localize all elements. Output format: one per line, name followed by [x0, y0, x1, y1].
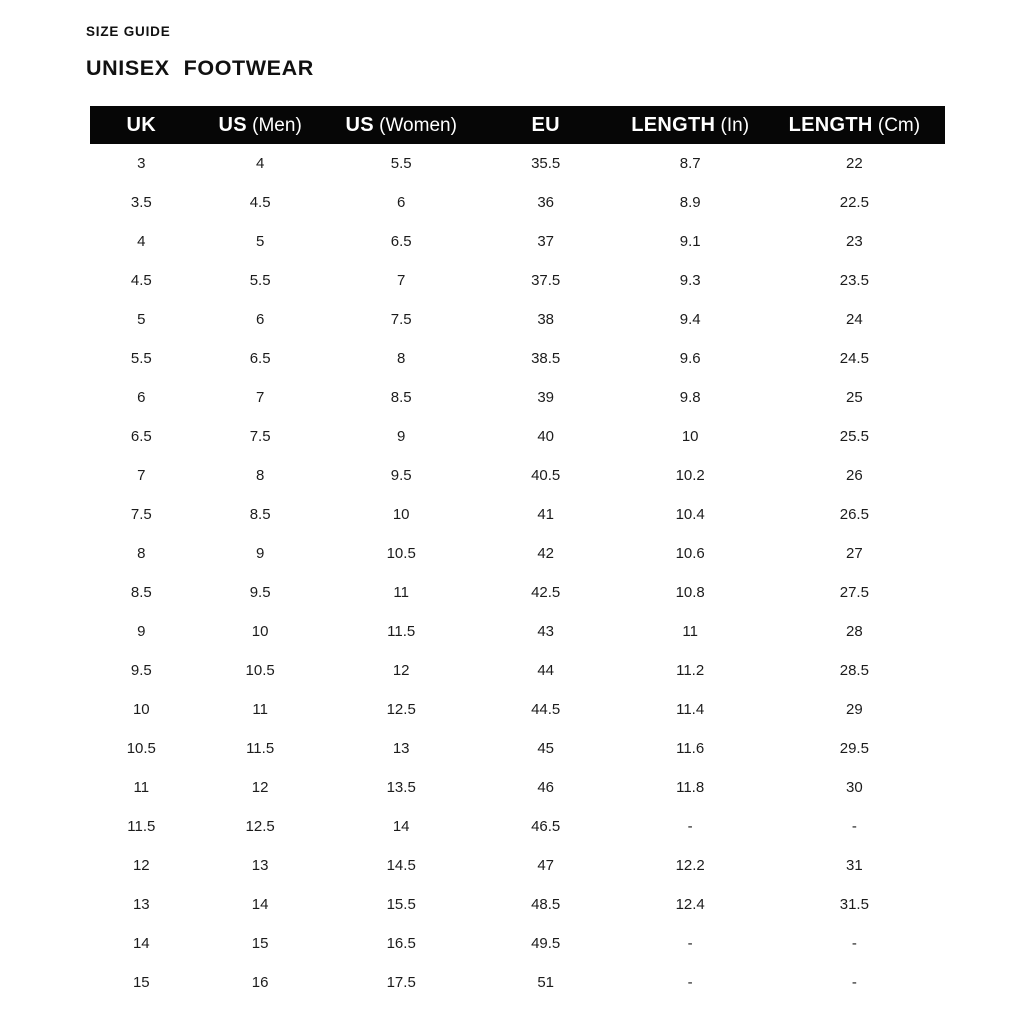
page-title-word-1: UNISEX: [86, 56, 170, 80]
table-row: [90, 534, 945, 573]
size-cell-length-in: 10.4: [675, 506, 705, 523]
size-cell-length-in: 11: [682, 623, 698, 640]
size-cell-uk: 11: [133, 779, 150, 796]
size-cell-eu: 41: [537, 506, 555, 523]
size-cell-eu: 47: [537, 857, 555, 874]
size-cell-length-cm: 24.5: [839, 350, 869, 367]
size-cell-us-women: 16.5: [386, 935, 416, 952]
size-cell-us-women: 15.5: [386, 896, 416, 913]
size-cell-uk: 3: [137, 155, 146, 172]
table-row: [90, 222, 945, 261]
size-cell-uk: 15: [132, 974, 150, 991]
size-cell-length-in: 9.6: [679, 350, 701, 367]
size-cell-length-in: 8.9: [679, 194, 701, 211]
size-cell-eu: 51: [537, 974, 555, 991]
size-cell-us-men: 14: [251, 896, 269, 913]
size-cell-uk: 4: [137, 233, 146, 250]
size-cell-us-men: 7: [255, 389, 265, 406]
size-cell-length-in: 12.2: [675, 857, 705, 874]
size-cell-eu: 44.5: [531, 701, 561, 718]
table-row: [90, 339, 945, 378]
size-cell-length-cm: 31: [846, 857, 863, 874]
size-cell-us-men: 9.5: [249, 584, 271, 601]
size-cell-us-women: 7.5: [390, 311, 412, 328]
size-cell-uk: 5: [137, 311, 146, 328]
column-header-light-text: (Men): [246, 114, 302, 136]
size-cell-length-cm: -: [851, 818, 857, 835]
table-row: [90, 612, 945, 651]
size-cell-eu: 45: [537, 740, 555, 757]
size-cell-length-cm: 29.5: [839, 740, 869, 757]
size-cell-us-women: 13.5: [386, 779, 416, 796]
size-cell-length-cm: 29: [846, 701, 863, 718]
size-cell-us-men: 12: [251, 779, 269, 796]
column-header-bold-text: US: [345, 113, 374, 136]
size-cell-uk: 10.5: [126, 740, 156, 757]
size-cell-length-cm: 28.5: [839, 662, 869, 679]
size-cell-length-in: 10.6: [675, 545, 705, 562]
table-row: [90, 456, 945, 495]
size-cell-length-cm: 30: [846, 779, 863, 796]
size-cell-eu: 42.5: [531, 584, 561, 601]
size-cell-length-cm: -: [851, 935, 857, 952]
size-cell-us-women: 8.5: [390, 389, 412, 406]
size-cell-us-women: 10: [392, 506, 410, 523]
size-cell-eu: 35.5: [531, 155, 561, 172]
size-cell-us-men: 16: [251, 974, 269, 991]
size-table: [90, 106, 945, 1002]
size-cell-length-in: 10.8: [675, 584, 705, 601]
size-cell-us-women: 9: [397, 428, 406, 445]
column-header-length-in: [617, 106, 764, 144]
size-cell-us-men: 5: [255, 233, 265, 250]
table-row: [90, 144, 945, 183]
size-cell-uk: 8: [137, 545, 146, 562]
size-cell-length-in: -: [687, 974, 693, 991]
size-cell-uk: 11.5: [127, 818, 156, 835]
size-cell-length-in: 12.4: [675, 896, 705, 913]
size-cell-us-men: 10.5: [245, 662, 275, 679]
size-cell-length-cm: 23: [846, 233, 863, 250]
size-cell-uk: 7: [137, 467, 146, 484]
table-row: [90, 807, 945, 846]
size-cell-uk: 4.5: [130, 272, 152, 289]
size-cell-length-in: 10: [681, 428, 699, 445]
column-header-light-text: (In): [715, 114, 750, 136]
column-header-us-men: [193, 106, 328, 144]
column-header-eu: [475, 106, 617, 144]
size-cell-eu: 39: [537, 389, 555, 406]
column-header-bold-text: UK: [126, 113, 157, 136]
size-cell-length-in: 11.4: [676, 701, 705, 718]
header-block: [0, 24, 1024, 81]
size-cell-uk: 8.5: [130, 584, 152, 601]
size-cell-eu: 46.5: [531, 818, 561, 835]
size-cell-uk: 9.5: [130, 662, 152, 679]
size-cell-us-men: 15: [251, 935, 269, 952]
size-cell-us-men: 4.5: [249, 194, 271, 211]
size-cell-us-men: 5.5: [249, 272, 271, 289]
size-cell-uk: 3.5: [130, 194, 152, 211]
table-row: [90, 963, 945, 1002]
size-cell-length-cm: 22.5: [839, 194, 869, 211]
page-title: [86, 56, 1024, 81]
size-cell-length-cm: 27.5: [839, 584, 869, 601]
size-cell-us-men: 8.5: [249, 506, 271, 523]
size-cell-length-cm: -: [851, 974, 857, 991]
table-row: [90, 885, 945, 924]
size-cell-us-men: 11: [252, 701, 268, 718]
size-cell-uk: 6.5: [130, 428, 152, 445]
size-cell-length-cm: 25.5: [839, 428, 869, 445]
eyebrow-label: SIZE GUIDE: [86, 24, 171, 39]
size-cell-us-men: 10: [251, 623, 269, 640]
size-cell-length-in: 10.2: [675, 467, 705, 484]
table-row: [90, 924, 945, 963]
size-cell-eu: 38: [537, 311, 555, 328]
size-cell-us-women: 8: [397, 350, 406, 367]
size-cell-length-in: 8.7: [679, 155, 701, 172]
size-cell-eu: 42: [537, 545, 555, 562]
size-cell-uk: 6: [137, 389, 146, 406]
size-cell-length-cm: 26.5: [839, 506, 869, 523]
size-cell-length-cm: 23.5: [839, 272, 869, 289]
size-cell-length-cm: 27: [846, 545, 863, 562]
size-cell-uk: 5.5: [130, 350, 152, 367]
size-cell-length-in: -: [687, 935, 693, 952]
size-table-head: [90, 106, 945, 144]
size-table-body: [90, 144, 945, 1002]
size-cell-us-women: 14.5: [386, 857, 416, 874]
size-cell-length-in: 9.4: [679, 311, 701, 328]
size-cell-uk: 9: [137, 623, 146, 640]
size-cell-us-men: 8: [255, 467, 265, 484]
size-cell-us-men: 7.5: [249, 428, 271, 445]
size-cell-us-men: 9: [255, 545, 265, 562]
size-cell-us-women: 12: [392, 662, 410, 679]
size-cell-length-in: -: [687, 818, 693, 835]
size-cell-us-women: 17.5: [386, 974, 416, 991]
size-cell-length-in: 9.8: [679, 389, 701, 406]
size-cell-us-women: 13: [392, 740, 410, 757]
size-cell-uk: 10: [132, 701, 150, 718]
size-cell-us-women: 11: [393, 584, 409, 601]
table-row: [90, 846, 945, 885]
size-cell-us-men: 6: [255, 311, 265, 328]
column-header-bold-text: LENGTH: [788, 113, 873, 136]
size-cell-length-cm: 28: [846, 623, 863, 640]
size-cell-length-cm: 25: [846, 389, 863, 406]
size-cell-us-men: 6.5: [249, 350, 271, 367]
page-title-word-2: FOOTWEAR: [183, 56, 314, 80]
size-cell-us-women: 9.5: [390, 467, 412, 484]
column-header-length-cm: [764, 106, 945, 144]
size-cell-us-men: 11.5: [246, 740, 275, 757]
column-header-light-text: (Women): [373, 114, 457, 136]
size-cell-eu: 38.5: [531, 350, 561, 367]
table-row: [90, 729, 945, 768]
size-cell-length-cm: 24: [846, 311, 863, 328]
table-row: [90, 300, 945, 339]
size-cell-length-in: 11.6: [676, 740, 705, 757]
size-cell-length-cm: 22: [846, 155, 863, 172]
size-cell-us-women: 6.5: [390, 233, 412, 250]
size-cell-length-in: 9.3: [679, 272, 701, 289]
size-cell-eu: 49.5: [531, 935, 561, 952]
size-cell-us-men: 4: [255, 155, 265, 172]
size-cell-us-men: 13: [251, 857, 269, 874]
column-header-uk: [90, 106, 193, 144]
table-row: [90, 495, 945, 534]
size-cell-us-women: 6: [397, 194, 406, 211]
size-cell-length-in: 11.2: [676, 662, 705, 679]
size-cell-eu: 48.5: [531, 896, 561, 913]
size-cell-uk: 12: [132, 857, 150, 874]
column-header-light-text: (Cm): [872, 114, 921, 136]
column-header-bold-text: EU: [531, 113, 560, 136]
column-header-bold-text: US: [218, 113, 247, 136]
size-cell-eu: 37: [537, 233, 555, 250]
size-cell-eu: 36: [537, 194, 555, 211]
size-cell-length-cm: 26: [846, 467, 863, 484]
size-cell-eu: 46: [537, 779, 555, 796]
size-cell-length-cm: 31.5: [839, 896, 869, 913]
table-row: [90, 378, 945, 417]
size-cell-us-men: 12.5: [245, 818, 275, 835]
size-cell-us-women: 5.5: [390, 155, 412, 172]
size-cell-eu: 40: [537, 428, 555, 445]
size-cell-us-women: 14: [392, 818, 410, 835]
size-cell-uk: 13: [132, 896, 150, 913]
table-row: [90, 690, 945, 729]
column-header-bold-text: LENGTH: [631, 113, 716, 136]
size-cell-us-women: 11.5: [387, 623, 416, 640]
size-cell-eu: 37.5: [531, 272, 561, 289]
table-row: [90, 573, 945, 612]
size-cell-eu: 43: [537, 623, 555, 640]
size-cell-eu: 40.5: [531, 467, 561, 484]
table-row: [90, 651, 945, 690]
table-row: [90, 768, 945, 807]
size-cell-length-in: 11.8: [676, 779, 705, 796]
table-row: [90, 261, 945, 300]
size-table-head-row: [90, 106, 945, 144]
size-cell-us-women: 12.5: [386, 701, 416, 718]
size-cell-length-in: 9.1: [679, 233, 701, 250]
size-cell-uk: 14: [132, 935, 150, 952]
size-cell-uk: 7.5: [130, 506, 152, 523]
size-cell-us-women: 10.5: [386, 545, 416, 562]
table-row: [90, 417, 945, 456]
size-cell-us-women: 7: [397, 272, 406, 289]
column-header-us-women: [328, 106, 475, 144]
size-cell-eu: 44: [537, 662, 555, 679]
table-row: [90, 183, 945, 222]
